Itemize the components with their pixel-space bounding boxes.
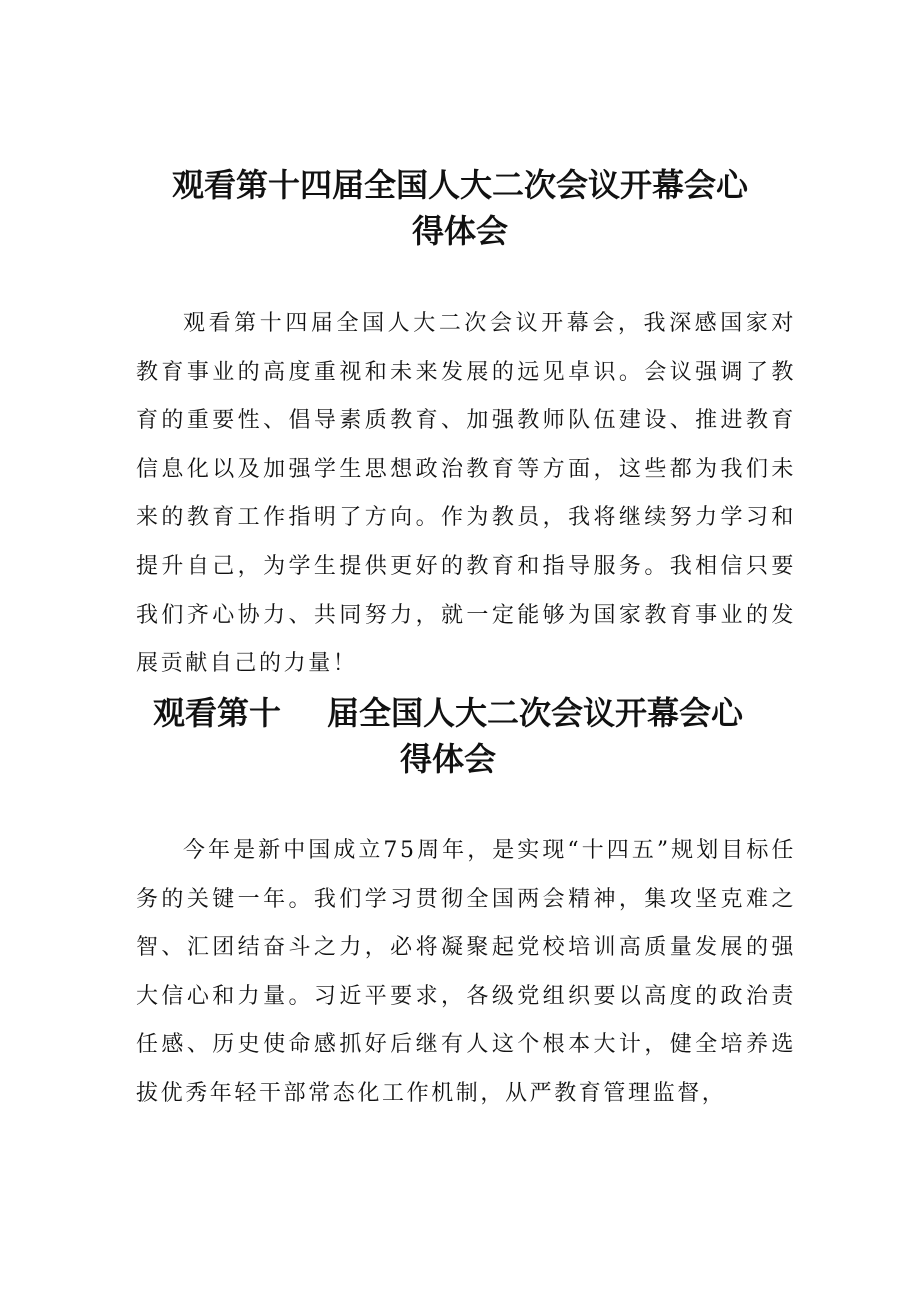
section-1-title-line-2: 得体会 xyxy=(411,212,508,250)
section-2-title-line-1-part-2: 届全国人大二次会议开幕会心 xyxy=(327,694,744,732)
section-1-title xyxy=(130,162,790,254)
section-1-body: 观看第十四届全国人大二次会议开幕会，我深感国家对教育事业的高度重视和未来发展的远见卓识。会议强调了教育的重要性、倡导素质教育、加强教师队伍建设、推进教育信息化以及加强学生思想政治教育等方面，这些都为我们未来的教育工作指明了方向。作为教员，我将继续努力学习和提升自己，为学生提供更好的教育和指导服务。我相信只要我们齐心协力、共同努力，就一定能够为国家教育事业的发展贡献自己的力量！ xyxy=(136,311,796,677)
section-2-title xyxy=(118,690,778,782)
section-2-title-line-2: 得体会 xyxy=(399,740,496,778)
section-1-title-line-1: 观看第十四届全国人大二次会议开幕会心 xyxy=(171,166,748,204)
section-2-title-line-1 xyxy=(118,690,778,736)
section-2-body: 今年是新中国成立75周年，是实现“十四五”规划目标任务的关键一年。我们学习贯彻全国两会精神，集攻坚克难之智、汇团结奋斗之力，必将凝聚起党校培训高质量发展的强大信心和力量。习近平要求，各级党组织要以高度的政治责任感、历史使命感抓好后继有人这个根本大计，健全培养选拔优秀年轻干部常态化工作机制，从严教育管理监督， xyxy=(136,838,796,1106)
section-2-title-line-1-part-1: 观看第十 xyxy=(152,694,281,732)
